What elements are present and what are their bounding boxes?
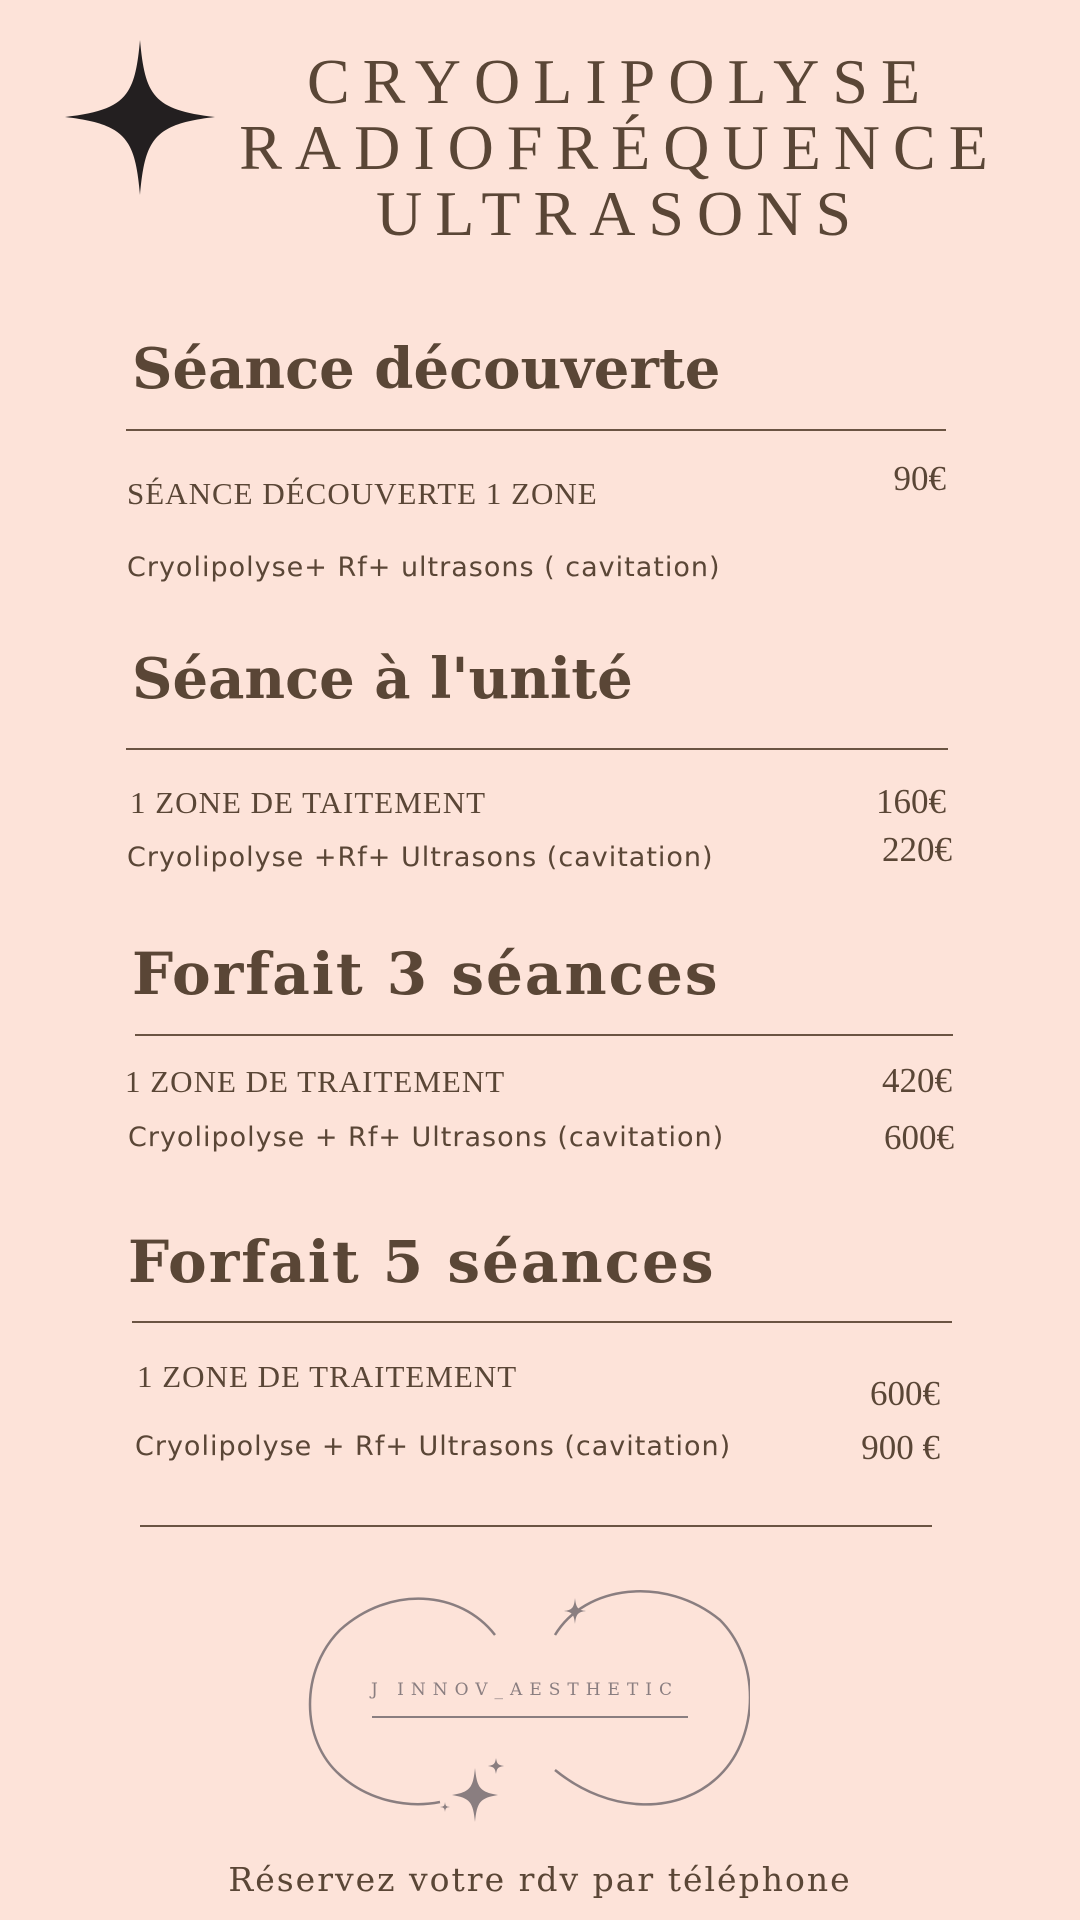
item-label: 1 ZONE DE TAITEMENT xyxy=(130,785,487,820)
logo-underline xyxy=(372,1716,688,1718)
booking-note: Réservez votre rdv par téléphone xyxy=(228,1860,852,1899)
header-line-3: ULTRASONS xyxy=(375,178,865,249)
item-price: 160€ xyxy=(876,782,946,821)
logo-text: J INNOV_AESTHETIC xyxy=(370,1680,680,1700)
section-title-discovery: Séance découverte xyxy=(132,336,721,402)
divider-bottom xyxy=(140,1525,932,1527)
section-title-pack-5: Forfait 5 séances xyxy=(128,1228,716,1296)
item-price: 900 € xyxy=(861,1428,940,1467)
brand-logo xyxy=(300,1570,750,1830)
item-label: 1 ZONE DE TRAITEMENT xyxy=(137,1359,518,1394)
section-title-pack-3: Forfait 3 séances xyxy=(132,940,720,1008)
header-line-1: CRYOLIPOLYSE xyxy=(306,46,934,117)
item-description: Cryolipolyse +Rf+ Ultrasons (cavitation) xyxy=(127,842,714,873)
header-line-2: RADIOFRÉQUENCE xyxy=(239,112,1001,183)
divider xyxy=(132,1321,952,1323)
item-price: 420€ xyxy=(882,1061,952,1100)
item-price: 600€ xyxy=(884,1118,954,1157)
item-description: Cryolipolyse + Rf+ Ultrasons (cavitation) xyxy=(135,1431,732,1462)
divider xyxy=(126,429,946,431)
item-description: Cryolipolyse + Rf+ Ultrasons (cavitation) xyxy=(128,1122,725,1153)
sparkle-icon xyxy=(440,1758,504,1822)
item-price: 600€ xyxy=(870,1374,940,1413)
item-price: 220€ xyxy=(882,830,952,869)
divider xyxy=(126,748,948,750)
item-price: 90€ xyxy=(893,459,946,498)
item-label: SÉANCE DÉCOUVERTE 1 ZONE xyxy=(127,476,598,511)
item-description: Cryolipolyse+ Rf+ ultrasons ( cavitation) xyxy=(127,552,721,583)
item-label: 1 ZONE DE TRAITEMENT xyxy=(125,1064,506,1099)
divider xyxy=(135,1034,953,1036)
section-title-single: Séance à l'unité xyxy=(132,646,633,712)
